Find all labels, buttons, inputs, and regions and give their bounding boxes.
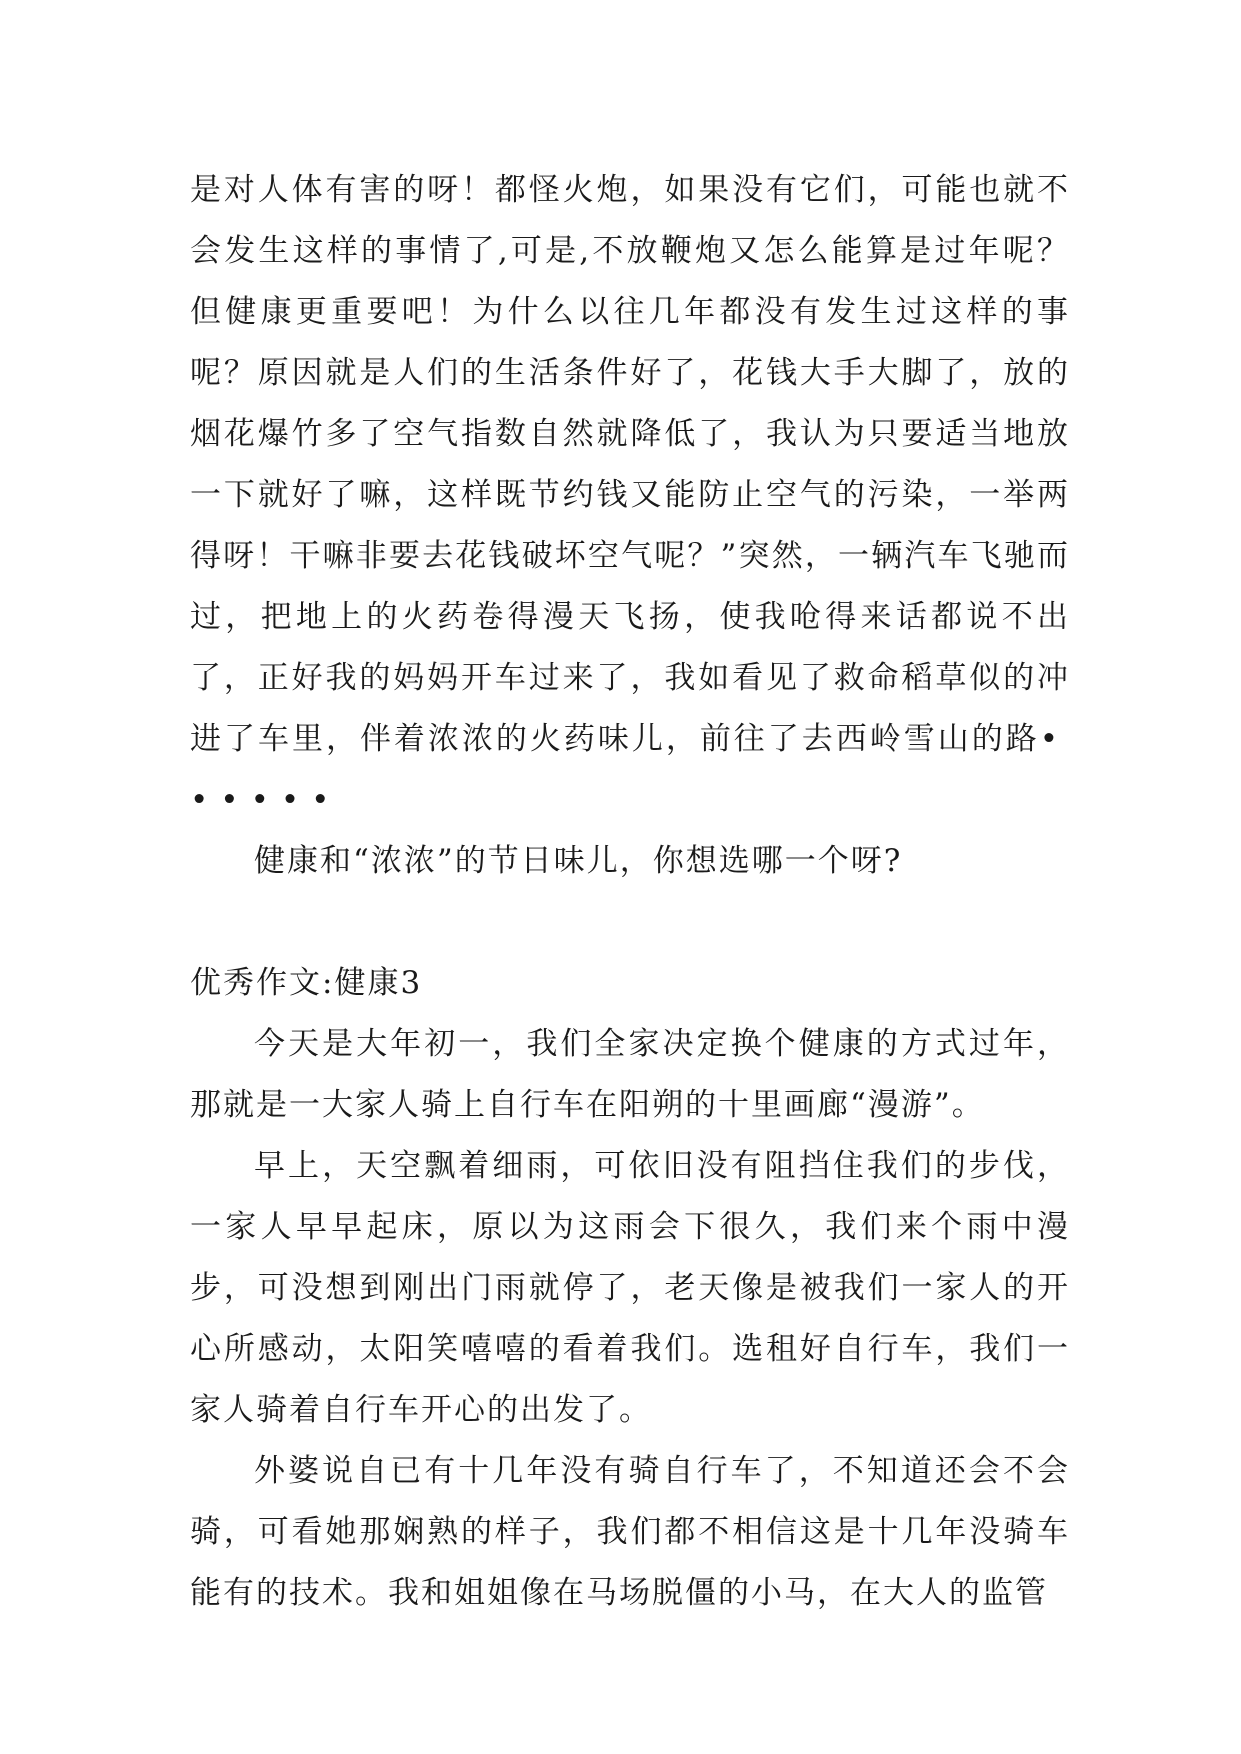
paragraph-3: 外婆说自已有十几年没有骑自行车了，不知道还会不会骑，可看她那娴熟的样子，我们都不相信这是十几年没骑车能有的技术。我和姐姐像在马场脱僵的小马，在大人的监管 xyxy=(190,1453,1070,1611)
ellipsis-dots: •••••• xyxy=(190,721,1070,818)
section-heading: 优秀作文:健康3 xyxy=(190,965,423,1001)
continuation-paragraph xyxy=(190,160,1070,831)
section-spacer xyxy=(190,892,1070,953)
document-body xyxy=(190,160,1070,1624)
closing-question: 健康和“浓浓”的节日味儿，你想选哪一个呀? xyxy=(254,843,903,879)
paragraph-2: 早上，天空飘着细雨，可依旧没有阻挡住我们的步伐，一家人早早起床，原以为这雨会下很久，我们来个雨中漫步，可没想到刚出门雨就停了，老天像是被我们一家人的开心所感动，太阳笑嘻嘻的看着我们。选租好自行车，我们一家人骑着自行车开心的出发了。 xyxy=(190,1148,1070,1428)
continuation-text: 是对人体有害的呀！都怪火炮，如果没有它们，可能也就不会发生这样的事情了,可是,不放鞭炮又怎么能算是过年呢？但健康更重要吧！为什么以往几年都没有发生过这样的事呢？原因就是人们的生活条件好了，花钱大手大脚了，放的烟花爆竹多了空气指数自然就降低了，我认为只要适当地放一下就好了嘛，这样既节约钱又能防止空气的污染，一举两得呀！干嘛非要去花钱破坏空气呢？”突然，一辆汽车飞驰而过，把地上的火药卷得漫天飞扬，使我呛得来话都说不出了，正好我的妈妈开车过来了，我如看见了救命稻草似的冲进了车里，伴着浓浓的火药味儿，前往了去西岭雪山的路 xyxy=(190,172,1070,757)
paragraph-1: 今天是大年初一，我们全家决定换个健康的方式过年，那就是一大家人骑上自行车在阳朔的十里画廊“漫游”。 xyxy=(190,1026,1070,1123)
